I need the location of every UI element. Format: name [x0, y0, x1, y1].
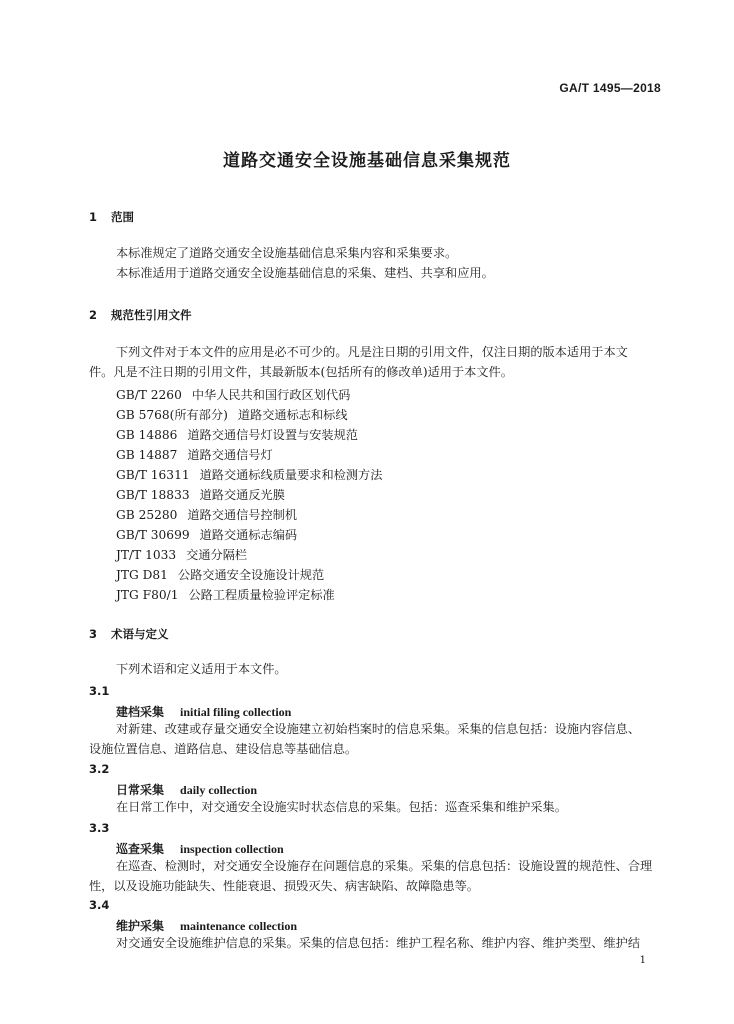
reference-item	[116, 526, 297, 543]
term-name-zh: 建档采集	[116, 705, 165, 719]
paragraph: 件。凡是不注日期的引用文件，其最新版本(包括所有的修改单)适用于本文件。	[89, 365, 513, 379]
reference-name: 道路交通信号灯设置与安装规范	[187, 428, 358, 442]
reference-code: GB 5768(所有部分)	[116, 408, 228, 422]
page-number: 1	[639, 955, 646, 966]
section-number: 2	[89, 308, 98, 322]
section-title: 规范性引用文件	[111, 308, 192, 322]
term-number: 3.4	[89, 898, 110, 912]
reference-item	[116, 466, 382, 483]
reference-item	[116, 486, 285, 503]
reference-item	[116, 386, 350, 403]
reference-name: 道路交通标志和标线	[237, 408, 348, 422]
reference-code: JT/T 1033	[116, 548, 177, 562]
term-heading	[116, 703, 291, 720]
term-definition: 设施位置信息、道路信息、建设信息等基础信息。	[89, 742, 358, 756]
term-name-zh: 巡查采集	[116, 842, 165, 856]
paragraph: 下列文件对于本文件的应用是必不可少的。凡是注日期的引用文件，仅注日期的版本适用于本文	[116, 345, 628, 359]
term-name-zh: 维护采集	[116, 919, 165, 933]
reference-code: JTG F80/1	[116, 588, 179, 602]
section-title: 术语与定义	[111, 627, 169, 641]
reference-code: GB/T 2260	[116, 388, 182, 402]
reference-code: GB 14886	[116, 428, 178, 442]
paragraph: 本标准适用于道路交通安全设施基础信息的采集、建档、共享和应用。	[116, 266, 494, 280]
paragraph: 本标准规定了道路交通安全设施基础信息采集内容和采集要求。	[116, 246, 458, 260]
term-number: 3.1	[89, 684, 110, 698]
reference-item	[116, 586, 335, 603]
term-name-en: daily collection	[180, 783, 258, 797]
term-number: 3.3	[89, 821, 110, 835]
term-definition: 对交通安全设施维护信息的采集。采集的信息包括：维护工程名称、维护内容、维护类型、维护结	[116, 936, 641, 950]
document-title: 道路交通安全设施基础信息采集规范	[223, 151, 511, 171]
reference-item	[116, 406, 348, 423]
term-name-en: initial filing collection	[180, 705, 292, 719]
section-1-heading	[89, 209, 134, 225]
term-name-en: maintenance collection	[180, 919, 297, 933]
paragraph: 下列术语和定义适用于本文件。	[116, 662, 287, 676]
term-heading	[116, 781, 257, 798]
reference-code: JTG D81	[116, 568, 168, 582]
reference-code: GB 25280	[116, 508, 178, 522]
reference-item	[116, 546, 247, 563]
reference-name: 道路交通信号控制机	[187, 508, 298, 522]
reference-code: GB/T 18833	[116, 488, 190, 502]
section-number: 1	[89, 210, 98, 224]
reference-item	[116, 446, 273, 463]
reference-name: 道路交通反光膜	[199, 488, 285, 502]
reference-name: 公路工程质量检验评定标准	[188, 588, 335, 602]
section-3-heading	[89, 626, 169, 642]
term-definition: 对新建、改建或存量交通安全设施建立初始档案时的信息采集。采集的信息包括：设施内容信息、	[116, 722, 641, 736]
section-title: 范围	[111, 210, 134, 224]
reference-code: GB/T 16311	[116, 468, 190, 482]
reference-name: 道路交通信号灯	[187, 448, 273, 462]
reference-code: GB 14887	[116, 448, 178, 462]
reference-name: 公路交通安全设施设计规范	[177, 568, 325, 582]
term-heading	[116, 840, 284, 857]
reference-code: GB/T 30699	[116, 528, 190, 542]
term-heading	[116, 917, 297, 934]
reference-name: 道路交通标志编码	[199, 528, 298, 542]
reference-item	[116, 566, 324, 583]
reference-item	[116, 426, 358, 443]
term-definition: 性，以及设施功能缺失、性能衰退、损毁灭失、病害缺陷、故障隐患等。	[89, 879, 479, 893]
term-number: 3.2	[89, 762, 110, 776]
section-number: 3	[89, 627, 98, 641]
term-definition: 在巡查、检测时，对交通安全设施存在问题信息的采集。采集的信息包括：设施设置的规范性、合理	[116, 859, 653, 873]
reference-name: 交通分隔栏	[186, 548, 248, 562]
reference-item	[116, 506, 297, 523]
term-name-en: inspection collection	[180, 842, 284, 856]
reference-name: 中华人民共和国行政区划代码	[191, 388, 351, 402]
term-definition: 在日常工作中，对交通安全设施实时状态信息的采集。包括：巡查采集和维护采集。	[116, 800, 567, 814]
section-2-heading	[89, 307, 192, 323]
term-name-zh: 日常采集	[116, 783, 165, 797]
standard-code: GA/T 1495—2018	[559, 81, 661, 95]
reference-name: 道路交通标线质量要求和检测方法	[199, 468, 383, 482]
